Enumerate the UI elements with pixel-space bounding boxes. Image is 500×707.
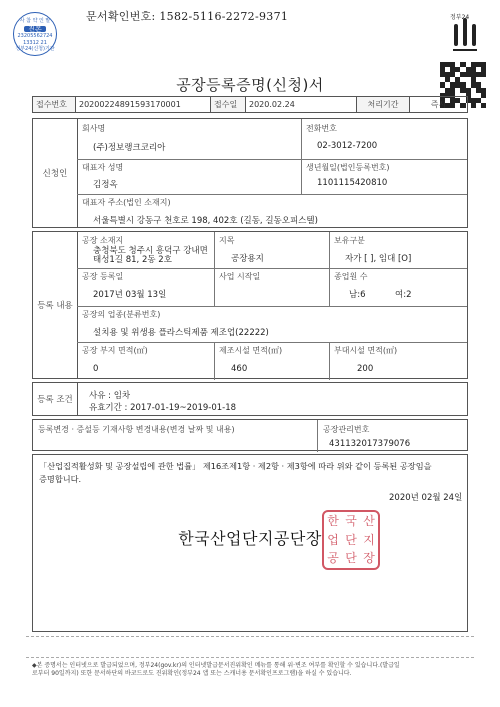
stamp-char: 장 [363,551,375,566]
phone-value: 02-3012-7200 [317,141,378,151]
management-number-value: 431132017379076 [329,439,411,449]
barcode-area [26,636,474,658]
applicant-section-label: 신청인 [33,119,78,227]
factory-location-label: 공장 소재지 [82,236,124,245]
male-employees-value: 남:6 [349,290,366,300]
changes-section [32,419,468,451]
authenticity-seal: 사 참 약 인 발 진본 23205562724 13312 21 정부24(신청)기관 [13,12,57,56]
gov24-logo: 정부24 [448,10,482,54]
company-name-value: (주)정보랭크코리아 [93,143,166,153]
registration-section [32,231,468,379]
condition-validity: 유효기간 : 2017-01-19~2019-01-18 [89,403,237,413]
industry-label: 공장의 업종(분류번호) [82,310,161,319]
footer-notice: ◆본 증명서는 인터넷으로 발급되었으며, 정부24(gov.kr)의 인터넷발급문서진위확인 메뉴를 통해 위·변조 여부를 확인할 수 있습니다.(발급일 로부터 90일까지) 또한 문서하단의 바코드로도 진위확인(정부24 앱 또는 스캐너용 문서확인프로그램)을 하실 수 있습니다. [32,662,400,677]
page-title: 공장등록증명(신청)서 [176,76,324,94]
representative-name-value: 김정옥 [93,180,118,190]
employee-count-label: 종업원 수 [334,272,368,281]
factory-location-value: 충청북도 청주시 흥덕구 강내면 태성1길 81, 2동 2호 [93,246,208,265]
conditions-section-label: 등록 조건 [33,383,78,415]
statement-line-1: 「산업집적활성화 및 공장설립에 관한 법률」 제16조제1항 · 제2항 · 제3항에 따라 위와 같이 등록된 공장임을 [39,461,432,471]
receipt-date-label: 접수일 [211,97,246,113]
ownership-label: 보유구분 [334,236,365,245]
representative-name-label: 대표자 성명 [82,163,124,172]
processing-period-value: 즉시 [410,97,468,113]
site-area-value: 0 [93,364,99,374]
land-category-label: 지목 [219,236,235,245]
industry-value: 설치용 및 위생용 플라스틱제품 제조업(22222) [93,328,269,338]
management-number-label: 공장관리번호 [323,425,370,434]
stamp-char: 국 [345,514,357,528]
registration-date-value: 2017년 03월 13일 [93,290,167,300]
condition-reason: 사유 : 임차 [89,391,131,401]
female-employees-value: 여:2 [395,290,412,300]
representative-address-label: 대표자 주소(법인 소재지) [82,198,171,207]
stamp-char: 공 [327,551,339,566]
business-start-label: 사업 시작일 [219,272,261,281]
registration-date-label: 공장 등록일 [82,272,124,281]
issuer-name: 한국산업단지공단장 [178,529,322,548]
birth-date-label: 생년월일(법인등록번호) [306,163,390,172]
conditions-section [32,382,468,416]
receipt-date-value: 2020.02.24 [246,97,357,113]
stamp-char: 산 [363,514,375,528]
registration-section-label: 등록 내용 [33,232,78,378]
land-category-value: 공장용지 [231,254,264,264]
stamp-char: 업 [327,532,339,547]
company-name-label: 회사명 [82,124,106,133]
stamp-char: 단 [345,551,357,566]
auxiliary-area-value: 200 [357,364,374,374]
official-stamp [322,510,380,570]
receipt-header-table [32,96,468,113]
phone-label: 전화번호 [306,124,337,133]
processing-period-label: 처리기간 [357,97,410,113]
stamp-char: 한 [327,514,339,528]
qr-module [481,103,486,108]
representative-address-value: 서울특별시 강동구 천호로 198, 402호 (길동, 길동오피스텔) [93,216,318,226]
auxiliary-area-label: 부대시설 면적(㎡) [334,346,398,355]
manufacturing-area-label: 제조시설 면적(㎡) [219,346,283,355]
birth-date-value: 1101115420810 [317,178,388,188]
receipt-number-value: 20200224891593170001 [76,97,211,113]
stamp-char: 지 [363,532,375,547]
ownership-value: 자가 [ ], 임대 [O] [345,254,412,264]
issue-date: 2020년 02월 24일 [389,493,463,503]
receipt-number-label: 접수번호 [33,97,76,113]
document-confirmation-number: 문서확인번호: 1582-5116-2272-9371 [86,10,289,23]
statement-line-2: 증명합니다. [39,474,82,484]
applicant-section [32,118,468,228]
site-area-label: 공장 부지 면적(㎡) [82,346,148,355]
stamp-char: 단 [345,532,357,547]
manufacturing-area-value: 460 [231,364,248,374]
changes-label: 등록변경 · 증설등 기재사항 변경내용(변경 날짜 및 내용) [38,425,235,434]
